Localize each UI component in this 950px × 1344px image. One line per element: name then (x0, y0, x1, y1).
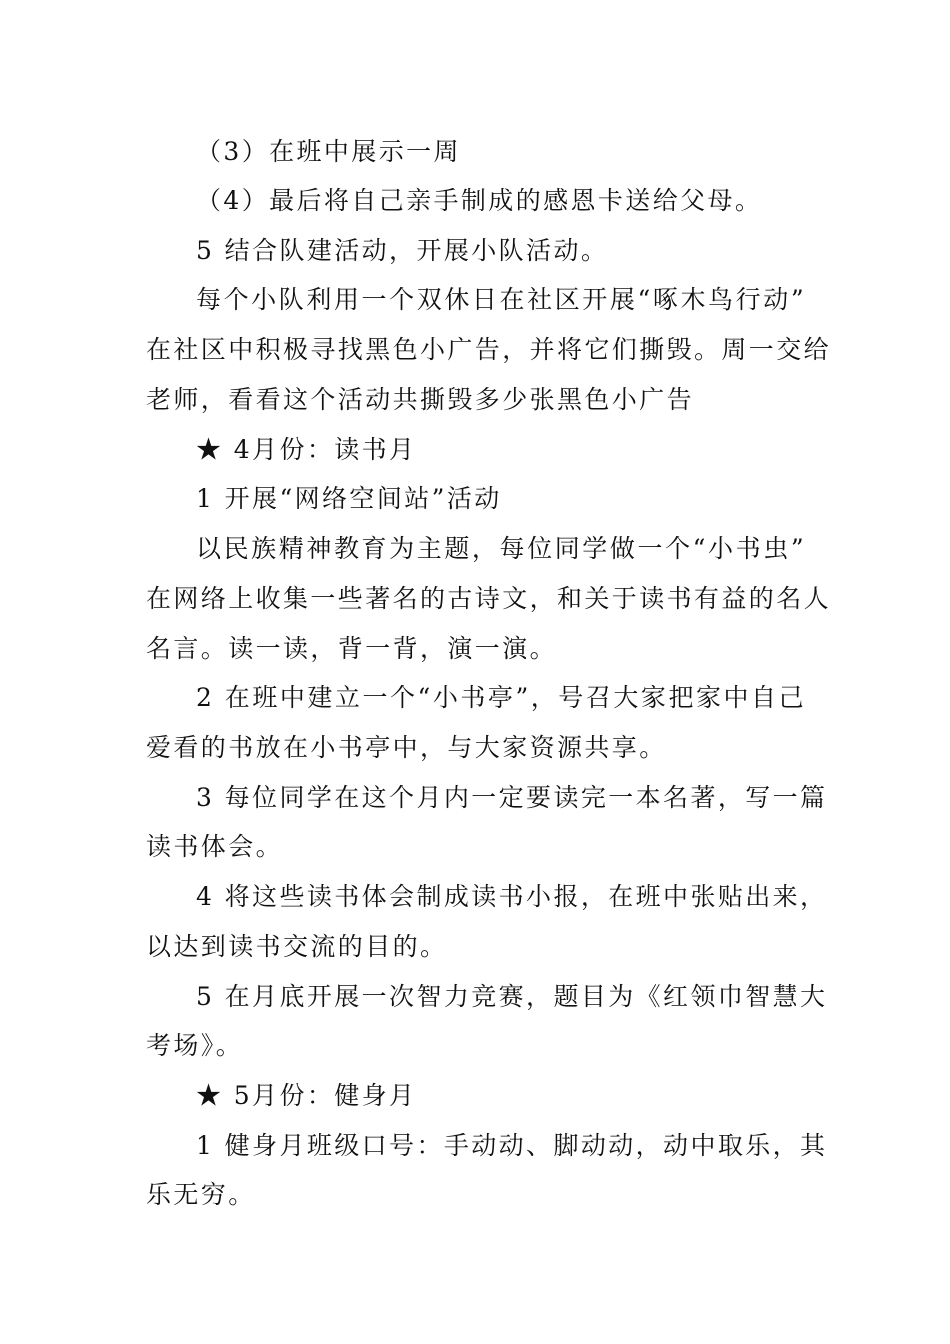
text-line-18: 5 在月底开展一次智力竞赛，题目为《红领巾智慧大 (196, 982, 828, 1011)
text-line-16: 4 将这些读书体会制成读书小报，在班中张贴出来， (196, 882, 828, 911)
text-line-12: 2 在班中建立一个“小书亭”，号召大家把家中自己 (196, 683, 806, 712)
text-line-6: 老师，看看这个活动共撕毁多少张黑色小广告 (146, 385, 695, 414)
text-line-22: 乐无穷。 (146, 1180, 256, 1209)
text-line-14: 3 每位同学在这个月内一定要读完一本名著，写一篇 (196, 783, 828, 812)
section-heading-may: ★ 5月份：健身月 (196, 1081, 417, 1110)
text-line-13: 爱看的书放在小书亭中，与大家资源共享。 (146, 733, 667, 762)
text-line-4: 每个小队利用一个双休日在社区开展“啄木鸟行动” (196, 285, 806, 314)
text-line-10: 在网络上收集一些著名的古诗文，和关于读书有益的名人 (146, 584, 832, 613)
text-line-17: 以达到读书交流的目的。 (146, 932, 448, 961)
text-line-21: 1 健身月班级口号：手动动、脚动动，动中取乐，其 (196, 1131, 828, 1160)
text-line-3: 5 结合队建活动，开展小队活动。 (196, 236, 609, 265)
text-line-11: 名言。读一读，背一背，演一演。 (146, 634, 558, 663)
text-line-15: 读书体会。 (146, 832, 284, 861)
text-line-8: 1 开展“网络空间站”活动 (196, 484, 502, 513)
text-line-19: 考场》。 (146, 1031, 244, 1060)
text-line-1: （3）在班中展示一周 (196, 137, 461, 166)
section-heading-april: ★ 4月份：读书月 (196, 435, 417, 464)
text-line-9: 以民族精神教育为主题，每位同学做一个“小书虫” (196, 534, 806, 563)
text-line-5: 在社区中积极寻找黑色小广告，并将它们撕毁。周一交给 (146, 335, 832, 364)
text-line-2: （4）最后将自己亲手制成的感恩卡送给父母。 (196, 186, 763, 215)
